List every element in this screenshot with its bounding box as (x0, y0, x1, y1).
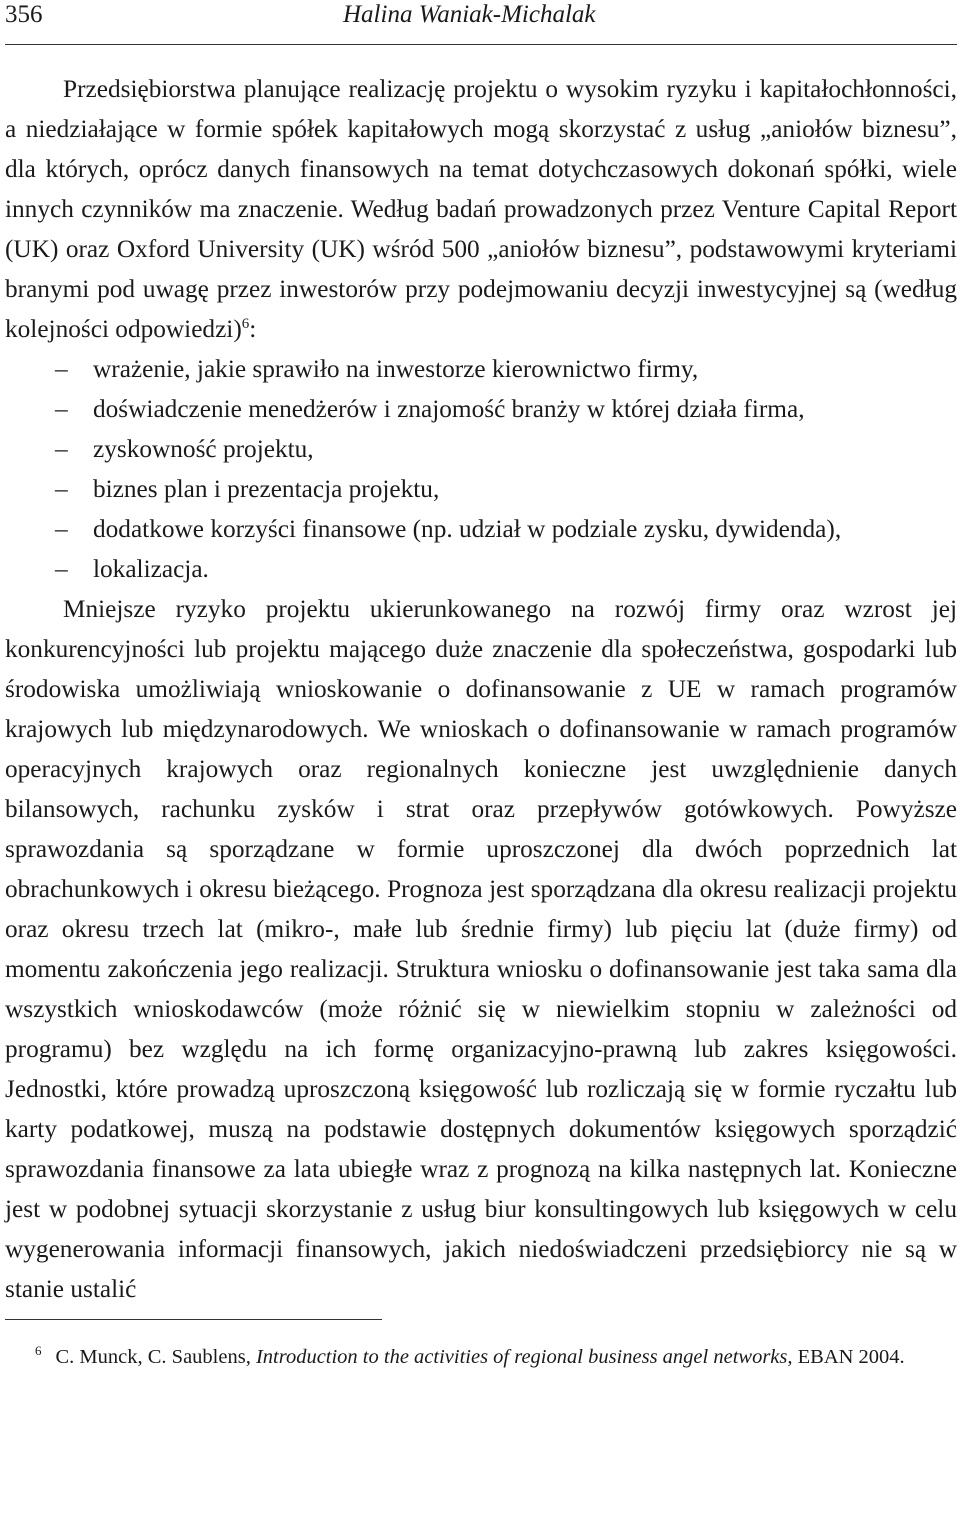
list-item-text: lokalizacja. (93, 555, 209, 583)
paragraph-text: Przedsiębiorstwa planujące realizację projektu o wysokim ryzyku i kapitałochłonności, a niedziałające w formie spółek kapitałowych mogą skorzystać z usług „aniołów biznesu”, dla których, oprócz danych finansowych na temat dotychczasowych dokonań spółki, wiele innych czynników ma znaczenie. Według badań prowadzonych przez Venture Capital Report (UK) oraz Oxford University (UK) wśród 500 „aniołów biznesu”, podstawowymi kryteriami branymi pod uwagę przez inwestorów przy podejmowaniu decyzji inwestycyjnej są (według kolejności odpowiedzi) (5, 75, 957, 343)
footnote-reference[interactable]: 6 (241, 316, 250, 332)
list-item (5, 549, 957, 589)
criteria-list (5, 349, 957, 589)
list-item-text: zyskowność projektu, (93, 435, 314, 463)
paragraph-colon: : (249, 315, 257, 343)
running-head: Halina Waniak-Michalak (343, 1, 596, 28)
list-item (5, 349, 957, 389)
footnote-authors: C. Munck, C. Saublens, (55, 1346, 256, 1368)
list-item-text: biznes plan i prezentacja projektu, (93, 475, 440, 503)
footnote-source: , EBAN 2004. (787, 1346, 905, 1368)
list-item (5, 389, 957, 429)
footnote-title: Introduction to the activities of regional business angel networks (255, 1346, 788, 1368)
list-item-text: wrażenie, jakie sprawiło na inwestorze kierownictwo firmy, (93, 355, 699, 383)
footnote-mark: 6 (35, 1343, 42, 1358)
dash-bullet: – (55, 475, 68, 503)
page-header (5, 0, 957, 45)
dash-bullet: – (55, 515, 68, 543)
list-item-text: dodatkowe korzyści finansowe (np. udział w podziale zysku, dywidenda), (93, 515, 842, 543)
list-item (5, 509, 957, 549)
dash-bullet: – (55, 555, 68, 583)
page-number: 356 (5, 1, 43, 28)
list-item (5, 469, 957, 509)
dash-bullet: – (55, 355, 68, 383)
body-paragraph (5, 69, 957, 349)
dash-bullet: – (55, 395, 68, 423)
body-paragraph: Mniejsze ryzyko projektu ukierunkowanego na rozwój firmy oraz wzrost jej konkurencyjności lub projektu mającego duże znaczenie dla społeczeństwa, gospodarki lub środowiska umożliwiają wnioskowanie o dofinansowanie z UE w ramach programów krajowych lub międzynarodowych. We wnioskach o dofinansowanie w ramach programów operacyjnych krajowych oraz regionalnych konieczne jest uwzględnienie danych bilansowych, rachunku zysków i strat oraz przepływów gotówkowych. Powyższe sprawozdania są sporządzane w formie uproszczonej dla dwóch poprzednich lat obrachunkowych i okresu bieżącego. Prognoza jest sporządzana dla okresu realizacji projektu oraz okresu trzech lat (mikro-, małe lub średnie firmy) lub pięciu lat (duże firmy) od momentu zakończenia jego realizacji. Struktura wniosku o dofinansowanie jest taka sama dla wszystkich wnioskodawców (może różnić się w niewielkim stopniu w zależności od programu) bez względu na ich formę organizacyjno-prawną lub zakres księgowości. Jednostki, które prowadzą uproszczoną księgowość lub rozliczają się w formie ryczałtu lub karty podatkowej, muszą na podstawie dostępnych dokumentów księgowych sporządzić sprawozdania finansowe za lata ubiegłe wraz z prognozą na kilka następnych lat. Konieczne jest w podobnej sytuacji skorzystanie z usług biur konsultingowych lub księgowych w celu wygenerowania informacji finansowych, jakich niedoświadczeni przedsiębiorcy nie są w stanie ustalić (5, 595, 957, 1303)
dash-bullet: – (55, 435, 68, 463)
footnote (5, 1342, 957, 1372)
footnote-divider (5, 1319, 382, 1320)
list-item-text: doświadczenie menedżerów i znajomość branży w której działa firma, (93, 395, 805, 423)
document-page (5, 0, 957, 1372)
list-item (5, 429, 957, 469)
